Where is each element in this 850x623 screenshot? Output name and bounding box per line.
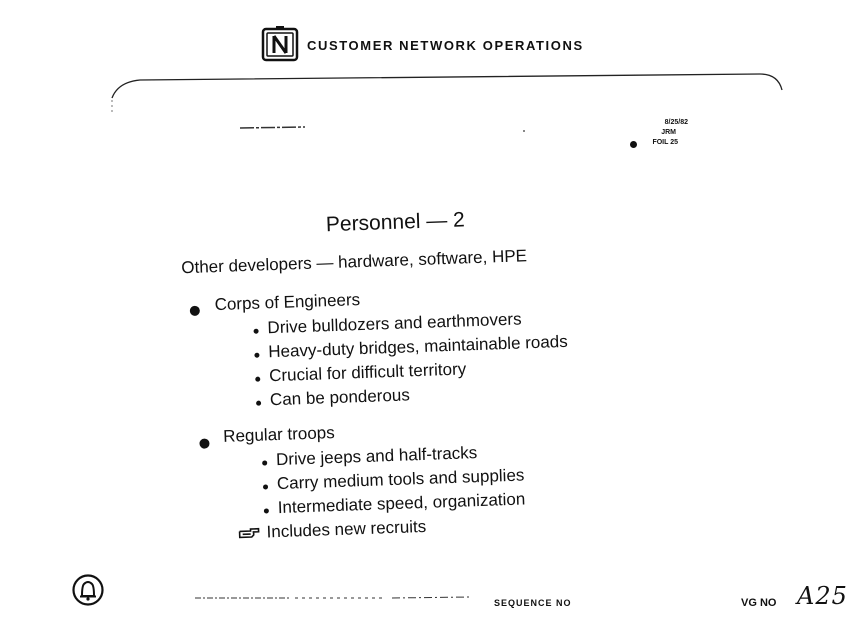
meta-foil: FOIL 25 <box>652 139 678 146</box>
list-item-text: Heavy-duty bridges, maintainable roads <box>267 331 569 362</box>
section-bullet-icon <box>199 438 209 448</box>
meta-initials: JRM <box>661 129 676 136</box>
list-item <box>263 489 525 518</box>
list-item-text: Intermediate speed, organization <box>277 489 526 518</box>
item-bullet-icon <box>263 484 268 489</box>
list-item-text: Crucial for difficult territory <box>268 359 467 386</box>
section-bullet-icon <box>190 306 200 316</box>
pointing-hand-icon <box>238 526 260 539</box>
sequence-label: SEQUENCE NO <box>494 598 572 608</box>
list-item-text: Includes new recruits <box>266 516 427 542</box>
list-item-text: Drive jeeps and half-tracks <box>275 443 478 470</box>
section-heading: Corps of Engineers <box>214 290 361 315</box>
item-bullet-icon <box>255 377 260 382</box>
list-item-text: Can be ponderous <box>269 385 411 410</box>
item-bullet-icon <box>264 508 269 513</box>
vg-label: VG NO <box>741 597 777 609</box>
list-item-text: Drive bulldozers and earthmovers <box>267 309 522 338</box>
bell-logo-icon <box>72 574 104 606</box>
header-title: CUSTOMER NETWORK OPERATIONS <box>307 38 584 53</box>
slide-subtitle: Other developers — hardware, software, HPE <box>181 246 528 278</box>
list-item <box>256 385 410 410</box>
item-bullet-icon <box>254 353 259 358</box>
list-item-text: Carry medium tools and supplies <box>276 465 525 494</box>
vg-number: A25 <box>797 582 848 610</box>
item-bullet-icon <box>254 329 259 334</box>
list-item <box>238 517 426 544</box>
list-item <box>262 443 478 471</box>
item-bullet-icon <box>256 401 261 406</box>
meta-date: 8/25/82 <box>664 119 688 126</box>
list-item <box>255 359 467 386</box>
section-heading: Regular troops <box>222 423 336 446</box>
slide-title: Personnel — 2 <box>325 208 466 237</box>
item-bullet-icon <box>262 460 267 465</box>
